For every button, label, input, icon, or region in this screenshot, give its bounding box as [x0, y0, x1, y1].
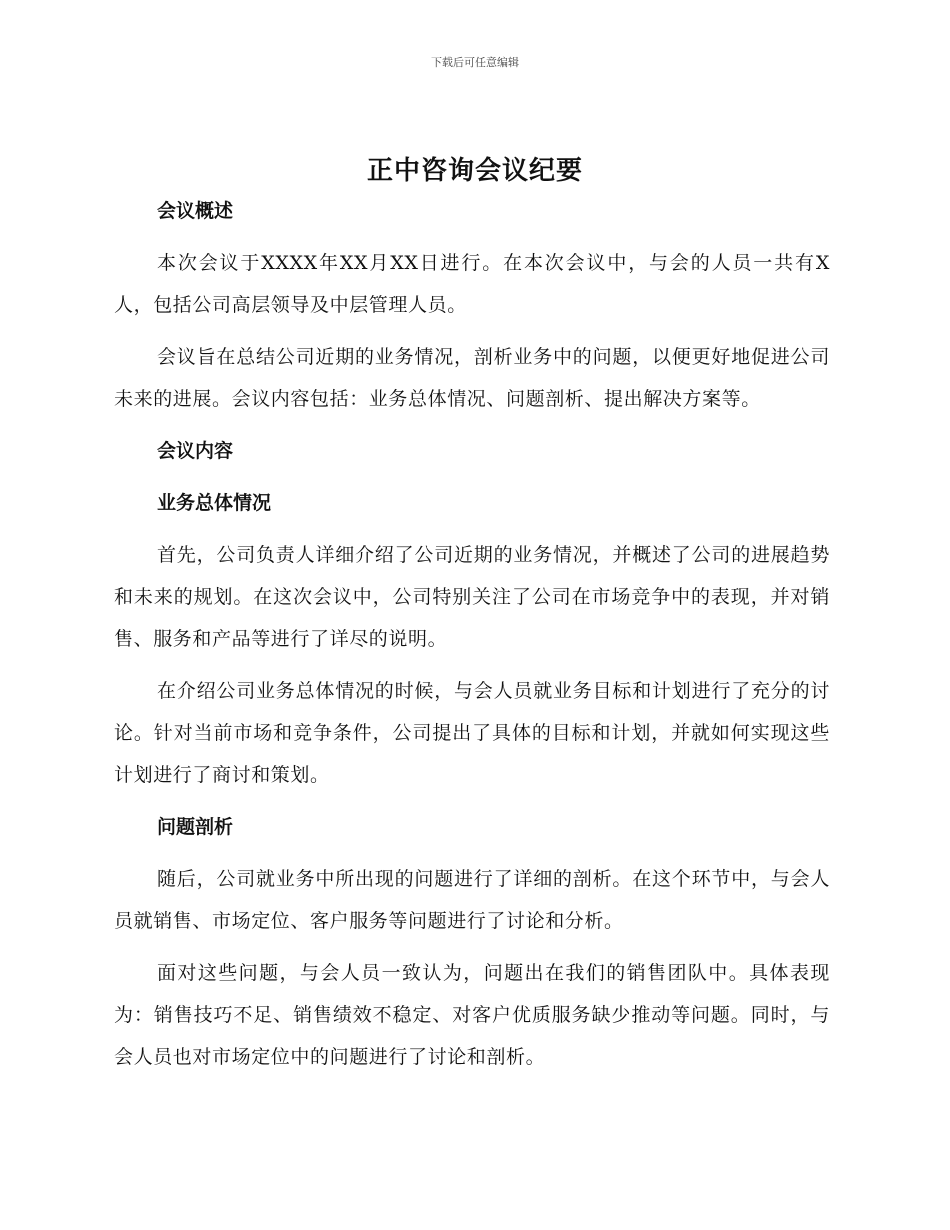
paragraph-overview-1: 本次会议于XXXX年XX月XX日进行。在本次会议中，与会的人员一共有X人，包括公司高层领导及中层管理人员。 — [114, 252, 830, 316]
document-body — [114, 190, 830, 1078]
subsection-heading-business: 业务总体情况 — [157, 492, 272, 514]
paragraph-business-1: 首先，公司负责人详细介绍了公司近期的业务情况，并概述了公司的进展趋势和未来的规划。在这次会议中，公司特别关注了公司在市场竞争中的表现，并对销售、服务和产品等进行了详尽的说明。 — [114, 544, 830, 650]
paragraph-overview-2: 会议旨在总结公司近期的业务情况，剖析业务中的问题，以便更好地促进公司未来的进展。会议内容包括：业务总体情况、问题剖析、提出解决方案等。 — [114, 346, 830, 410]
document-title: 正中咨询会议纪要 — [366, 156, 583, 186]
paragraph-issues-1: 随后，公司就业务中所出现的问题进行了详细的剖析。在这个环节中，与会人员就销售、市场定位、客户服务等问题进行了讨论和分析。 — [114, 868, 830, 932]
paragraph-issues-2: 面对这些问题，与会人员一致认为，问题出在我们的销售团队中。具体表现为：销售技巧不足、销售绩效不稳定、对客户优质服务缺少推动等问题。同时，与会人员也对市场定位中的问题进行了讨论和剖析。 — [114, 962, 830, 1068]
section-heading-content: 会议内容 — [157, 440, 234, 462]
paragraph-business-2: 在介绍公司业务总体情况的时候，与会人员就业务目标和计划进行了充分的讨论。针对当前市场和竞争条件，公司提出了具体的目标和计划，并就如何实现这些计划进行了商讨和策划。 — [114, 680, 830, 786]
section-heading-overview: 会议概述 — [157, 200, 234, 222]
subsection-heading-issues: 问题剖析 — [157, 816, 234, 838]
header-note: 下载后可任意编辑 — [431, 56, 519, 69]
